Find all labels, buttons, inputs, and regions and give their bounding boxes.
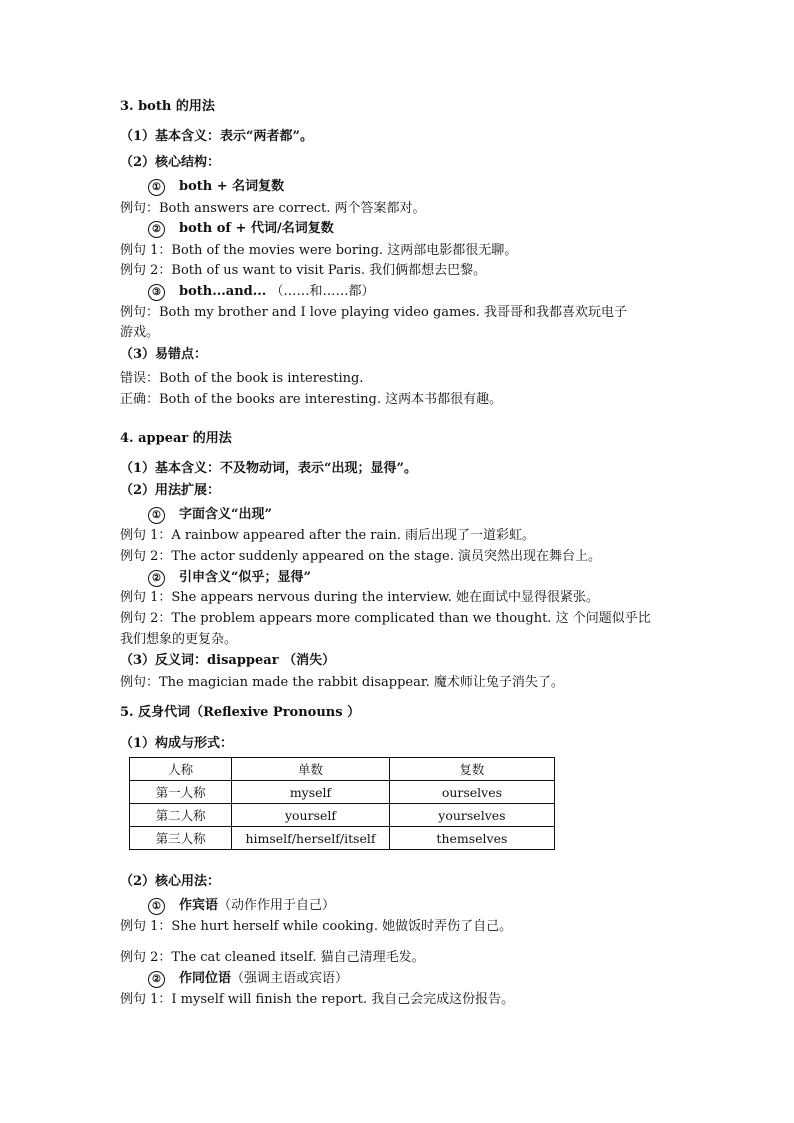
appear-usage-1 <box>148 506 272 524</box>
usage-note: （动作作用于自己） <box>218 898 336 913</box>
example-line: 例句 2：The cat cleaned itself. 猫自己清理毛发。 <box>120 950 425 965</box>
table-row <box>130 804 555 827</box>
reflexive-form-title: （1）构成与形式： <box>120 736 234 751</box>
example-line: 例句 1：I myself will finish the report. 我自己会完成这份报告。 <box>120 992 515 1007</box>
structure-label: both of + 代词/名词复数 <box>179 221 334 236</box>
example-line-continued: 我们想象的更复杂。 <box>120 632 238 647</box>
circled-number-1: ① <box>148 898 165 915</box>
table-header: 单数 <box>232 758 390 781</box>
reflexive-usage-2 <box>148 970 348 988</box>
table-cell: yourselves <box>389 804 554 827</box>
example-line: 例句 2：The problem appears more complicated than we thought. 这 个问题似乎比 <box>120 611 651 626</box>
structure-label: both + 名词复数 <box>179 179 285 194</box>
pronoun-table <box>129 757 555 850</box>
both-structure-1 <box>148 178 284 196</box>
table-cell: 第三人称 <box>130 827 232 850</box>
table-cell: ourselves <box>389 781 554 804</box>
circled-number-1: ① <box>148 507 165 524</box>
example-line: 例句 1：She hurt herself while cooking. 她做饭时弄伤了自己。 <box>120 919 513 934</box>
table-cell: yourself <box>232 804 390 827</box>
table-row <box>130 827 555 850</box>
section-heading-both: 3. both 的用法 <box>120 99 215 114</box>
example-line: 例句 1：Both of the movies were boring. 这两部电影都很无聊。 <box>120 243 518 258</box>
circled-number-2: ② <box>148 971 165 988</box>
circled-number-1: ① <box>148 179 165 196</box>
table-header: 复数 <box>389 758 554 781</box>
example-line: 例句 1：A rainbow appeared after the rain. 雨后出现了一道彩虹。 <box>120 528 536 543</box>
table-cell: 第二人称 <box>130 804 232 827</box>
appear-antonym: （3）反义词：disappear （消失） <box>120 653 336 668</box>
both-mistake-title: （3）易错点： <box>120 347 208 362</box>
example-line: 例句：Both my brother and I love playing video games. 我哥哥和我都喜欢玩电子 <box>120 305 627 320</box>
both-structure-title: （2）核心结构： <box>120 155 221 170</box>
table-cell: myself <box>232 781 390 804</box>
example-line: 例句 1：She appears nervous during the interview. 她在面试中显得很紧张。 <box>120 590 600 605</box>
example-line: 例句：The magician made the rabbit disappear. 魔术师让兔子消失了。 <box>120 675 564 690</box>
right-example: 正确：Both of the books are interesting. 这两本书都很有趣。 <box>120 392 503 407</box>
structure-label: both...and... <box>179 284 267 299</box>
circled-number-2: ② <box>148 570 165 587</box>
table-cell: 第一人称 <box>130 781 232 804</box>
example-line-continued: 游戏。 <box>120 325 160 340</box>
section-heading-appear: 4. appear 的用法 <box>120 431 232 446</box>
table-cell: themselves <box>389 827 554 850</box>
circled-number-3: ③ <box>148 284 165 301</box>
usage-label: 作同位语 <box>179 971 232 986</box>
appear-usage-2 <box>148 569 311 587</box>
usage-note: （强调主语或宾语） <box>231 971 349 986</box>
usage-label: 字面含义“出现” <box>179 507 272 522</box>
table-cell: himself/herself/itself <box>232 827 390 850</box>
both-structure-3 <box>148 283 375 301</box>
structure-note: （……和……都） <box>270 284 375 299</box>
wrong-example: 错误：Both of the book is interesting. <box>120 371 364 386</box>
both-meaning: （1）基本含义：表示“两者都”。 <box>120 129 314 144</box>
usage-label: 引申含义“似乎；显得” <box>179 570 311 585</box>
appear-meaning: （1）基本含义：不及物动词，表示“出现；显得”。 <box>120 461 418 476</box>
table-row <box>130 781 555 804</box>
section-heading-reflexive: 5. 反身代词（Reflexive Pronouns ） <box>120 705 361 720</box>
example-line: 例句 2：The actor suddenly appeared on the stage. 演员突然出现在舞台上。 <box>120 549 601 564</box>
usage-label: 作宾语 <box>179 898 219 913</box>
table-header-row <box>130 758 555 781</box>
reflexive-usage-1 <box>148 897 335 915</box>
circled-number-2: ② <box>148 221 165 238</box>
example-line: 例句 2：Both of us want to visit Paris. 我们俩都想去巴黎。 <box>120 263 487 278</box>
reflexive-usage-title: （2）核心用法： <box>120 874 221 889</box>
table-header: 人称 <box>130 758 232 781</box>
both-structure-2 <box>148 220 334 238</box>
example-line: 例句：Both answers are correct. 两个答案都对。 <box>120 201 426 216</box>
appear-extension-title: （2）用法扩展： <box>120 483 221 498</box>
